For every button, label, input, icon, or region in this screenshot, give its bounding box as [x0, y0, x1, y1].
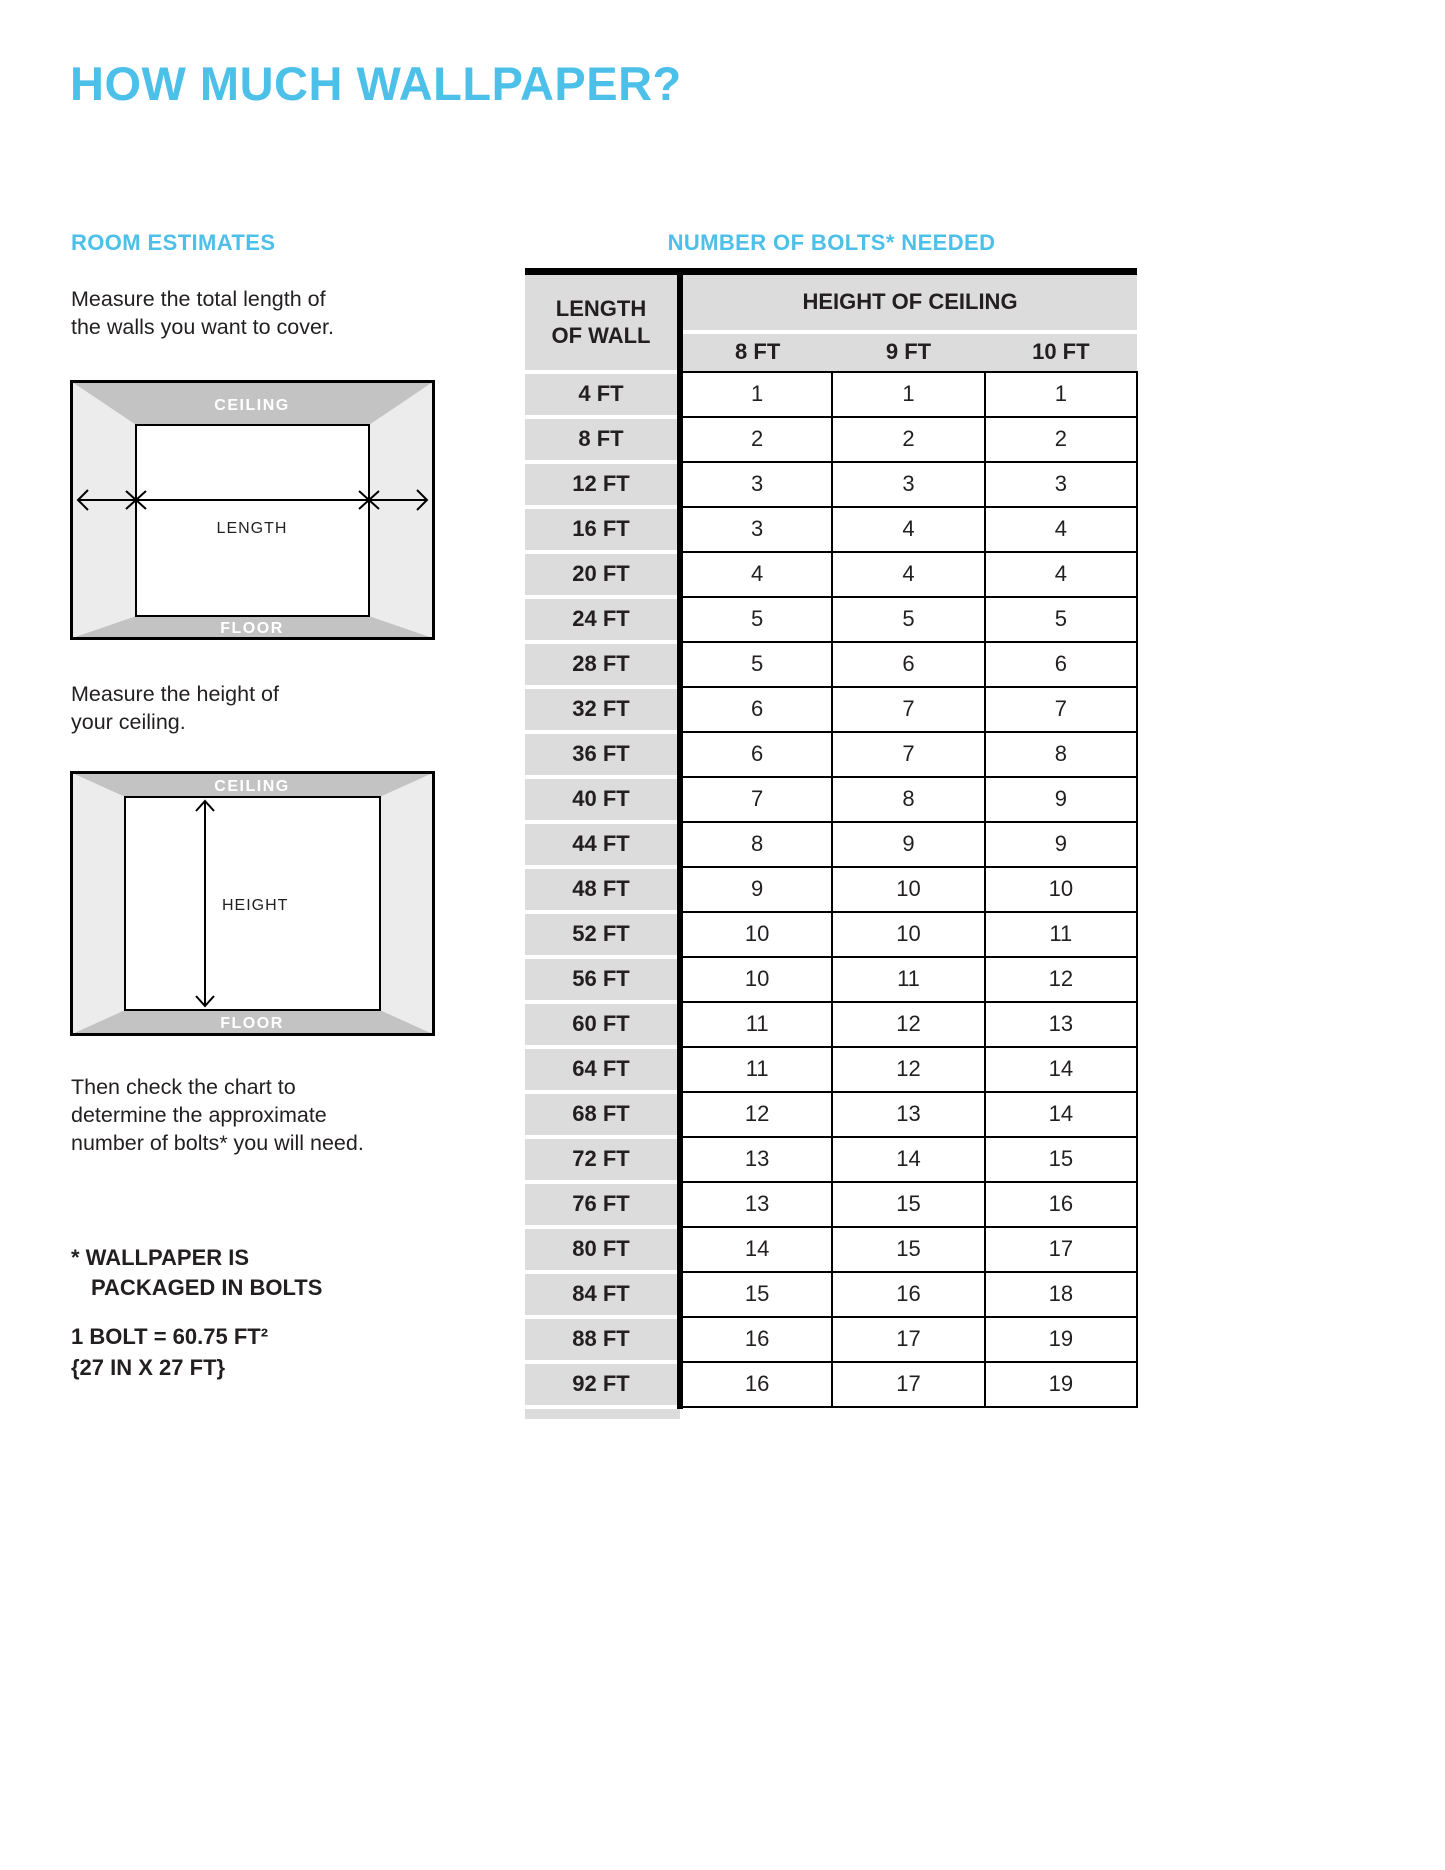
bolts-value-cell: 4: [985, 507, 1137, 552]
table-header-row: [525, 272, 1137, 332]
bolts-value-cell: 11: [680, 1047, 832, 1092]
bolts-value-cell: 4: [832, 552, 984, 597]
wall-length-cell: 40 FT: [525, 777, 680, 822]
table-row: [525, 957, 1137, 1002]
bolts-value-cell: 3: [680, 507, 832, 552]
ceiling-label: CEILING: [214, 397, 290, 414]
bolts-value-cell: 4: [680, 552, 832, 597]
bolts-value-cell: 14: [832, 1137, 984, 1182]
bolts-value-cell: 15: [680, 1272, 832, 1317]
bolt-size-line-2: {27 IN X 27 FT}: [71, 1354, 226, 1380]
bolts-value-cell: 16: [680, 1362, 832, 1407]
left-wall: [72, 382, 136, 638]
col-header-10ft: 10 FT: [985, 332, 1137, 372]
height-label: HEIGHT: [222, 897, 289, 914]
bolts-value-cell: 3: [832, 462, 984, 507]
instruction-check-chart: Then check the chart to determine the approximate number of bolts* you will need.: [71, 1075, 364, 1155]
wall-length-cell: 72 FT: [525, 1137, 680, 1182]
room-estimates-heading: ROOM ESTIMATES: [71, 230, 276, 255]
bolts-value-cell: 9: [832, 822, 984, 867]
table-row: [525, 1002, 1137, 1047]
bolts-value-cell: 2: [832, 417, 984, 462]
bolts-value-cell: 16: [832, 1272, 984, 1317]
bolts-value-cell: 12: [832, 1002, 984, 1047]
wall-length-cell: 28 FT: [525, 642, 680, 687]
bolts-value-cell: 9: [680, 867, 832, 912]
bolts-value-cell: 16: [680, 1317, 832, 1362]
bolts-value-cell: 5: [985, 597, 1137, 642]
table-row: [525, 912, 1137, 957]
bolt-size-info: [71, 1322, 268, 1384]
wall-length-cell: 68 FT: [525, 1092, 680, 1137]
bolts-value-cell: 6: [985, 642, 1137, 687]
wall-length-cell: 52 FT: [525, 912, 680, 957]
floor-label: FLOOR: [220, 1015, 284, 1032]
bolts-value-cell: 10: [832, 867, 984, 912]
bolts-value-cell: 5: [680, 642, 832, 687]
bolts-value-cell: 13: [680, 1182, 832, 1227]
col-header-8ft: 8 FT: [680, 332, 832, 372]
table-row: [525, 1362, 1137, 1407]
length-diagram: [70, 380, 435, 640]
wall-length-cell: 84 FT: [525, 1272, 680, 1317]
bolts-value-cell: 12: [985, 957, 1137, 1002]
length-label: LENGTH: [216, 520, 288, 537]
bolts-value-cell: 18: [985, 1272, 1137, 1317]
bolts-value-cell: 13: [832, 1092, 984, 1137]
bolts-value-cell: 19: [985, 1317, 1137, 1362]
bolts-table: [525, 268, 1138, 1419]
bolts-value-cell: 2: [985, 417, 1137, 462]
table-row: [525, 687, 1137, 732]
table-row: [525, 597, 1137, 642]
bolts-value-cell: 19: [985, 1362, 1137, 1407]
wall-length-cell: 20 FT: [525, 552, 680, 597]
table-row: [525, 822, 1137, 867]
bolts-value-cell: 17: [985, 1227, 1137, 1272]
bolts-value-cell: 7: [680, 777, 832, 822]
bolts-table-body: [525, 372, 1137, 1407]
footer-empty-strip: [680, 1407, 1137, 1419]
bolts-value-cell: 11: [680, 1002, 832, 1047]
table-row: [525, 1317, 1137, 1362]
bolts-value-cell: 14: [985, 1047, 1137, 1092]
bolt-size-line-1: 1 BOLT = 60.75 FT²: [71, 1324, 269, 1349]
wall-length-cell: 92 FT: [525, 1362, 680, 1407]
bolts-value-cell: 14: [985, 1092, 1137, 1137]
bolts-value-cell: 9: [985, 777, 1137, 822]
bolts-value-cell: 13: [985, 1002, 1137, 1047]
bolts-value-cell: 12: [832, 1047, 984, 1092]
bolts-value-cell: 11: [985, 912, 1137, 957]
table-row: [525, 732, 1137, 777]
bolts-value-cell: 7: [985, 687, 1137, 732]
height-diagram: [70, 771, 435, 1036]
bolts-value-cell: 16: [985, 1182, 1137, 1227]
instruction-measure-length: Measure the total length of the walls you want to cover.: [71, 287, 334, 339]
bolts-value-cell: 5: [680, 597, 832, 642]
bolts-value-cell: 8: [680, 822, 832, 867]
bolts-value-cell: 14: [680, 1227, 832, 1272]
bolts-value-cell: 2: [680, 417, 832, 462]
bolts-value-cell: 5: [832, 597, 984, 642]
wall-length-cell: 76 FT: [525, 1182, 680, 1227]
bolts-value-cell: 8: [832, 777, 984, 822]
table-row: [525, 507, 1137, 552]
bolts-value-cell: 6: [680, 732, 832, 777]
table-row: [525, 1227, 1137, 1272]
table-row: [525, 372, 1137, 417]
right-wall: [380, 773, 433, 1034]
table-row: [525, 1272, 1137, 1317]
table-row: [525, 1137, 1137, 1182]
wall-length-cell: 4 FT: [525, 372, 680, 417]
length-of-wall-header: LENGTH OF WALL: [525, 272, 680, 372]
wall-length-cell: 32 FT: [525, 687, 680, 732]
table-row: [525, 777, 1137, 822]
bolts-value-cell: 8: [985, 732, 1137, 777]
wall-length-cell: 80 FT: [525, 1227, 680, 1272]
bolts-value-cell: 7: [832, 687, 984, 732]
bolts-value-cell: 4: [832, 507, 984, 552]
bolts-value-cell: 10: [680, 912, 832, 957]
bolts-value-cell: 6: [680, 687, 832, 732]
table-footer-row: [525, 1407, 1137, 1419]
bolts-value-cell: 12: [680, 1092, 832, 1137]
table-row: [525, 1047, 1137, 1092]
table-row: [525, 417, 1137, 462]
bolts-value-cell: 15: [985, 1137, 1137, 1182]
bolts-value-cell: 17: [832, 1317, 984, 1362]
bolts-value-cell: 1: [985, 372, 1137, 417]
footnote-line-1: * WALLPAPER IS: [71, 1245, 250, 1270]
footer-gray-strip: [525, 1407, 680, 1419]
table-row: [525, 642, 1137, 687]
wall-length-cell: 12 FT: [525, 462, 680, 507]
bolts-value-cell: 4: [985, 552, 1137, 597]
wall-length-cell: 36 FT: [525, 732, 680, 777]
wall-length-cell: 56 FT: [525, 957, 680, 1002]
floor-label: FLOOR: [220, 620, 284, 637]
bolts-footnote: [71, 1243, 322, 1302]
wall-length-cell: 64 FT: [525, 1047, 680, 1092]
table-row: [525, 462, 1137, 507]
table-row: [525, 1092, 1137, 1137]
wall-length-cell: 44 FT: [525, 822, 680, 867]
left-wall: [72, 773, 125, 1034]
bolts-value-cell: 7: [832, 732, 984, 777]
wall-length-cell: 88 FT: [525, 1317, 680, 1362]
bolts-value-cell: 1: [832, 372, 984, 417]
right-wall: [369, 382, 433, 638]
bolts-value-cell: 15: [832, 1227, 984, 1272]
bolts-value-cell: 13: [680, 1137, 832, 1182]
wall-length-cell: 24 FT: [525, 597, 680, 642]
bolts-value-cell: 6: [832, 642, 984, 687]
col-header-9ft: 9 FT: [832, 332, 984, 372]
bolts-value-cell: 1: [680, 372, 832, 417]
bolts-value-cell: 10: [680, 957, 832, 1002]
bolts-needed-heading: NUMBER OF BOLTS* NEEDED: [667, 230, 996, 255]
bolts-value-cell: 11: [832, 957, 984, 1002]
bolts-value-cell: 10: [985, 867, 1137, 912]
bolts-value-cell: 9: [985, 822, 1137, 867]
wall-length-cell: 8 FT: [525, 417, 680, 462]
wall-length-cell: 60 FT: [525, 1002, 680, 1047]
bolts-value-cell: 15: [832, 1182, 984, 1227]
ceiling-label: CEILING: [214, 778, 290, 795]
wall-length-cell: 16 FT: [525, 507, 680, 552]
bolts-value-cell: 3: [680, 462, 832, 507]
wall-length-cell: 48 FT: [525, 867, 680, 912]
instruction-measure-height: Measure the height of your ceiling.: [71, 682, 279, 734]
footnote-line-2: PACKAGED IN BOLTS: [91, 1274, 323, 1300]
bolts-value-cell: 17: [832, 1362, 984, 1407]
page-title: HOW MUCH WALLPAPER?: [70, 57, 682, 110]
height-of-ceiling-header: HEIGHT OF CEILING: [680, 272, 1137, 332]
table-row: [525, 867, 1137, 912]
table-row: [525, 552, 1137, 597]
bolts-value-cell: 3: [985, 462, 1137, 507]
bolts-value-cell: 10: [832, 912, 984, 957]
table-row: [525, 1182, 1137, 1227]
